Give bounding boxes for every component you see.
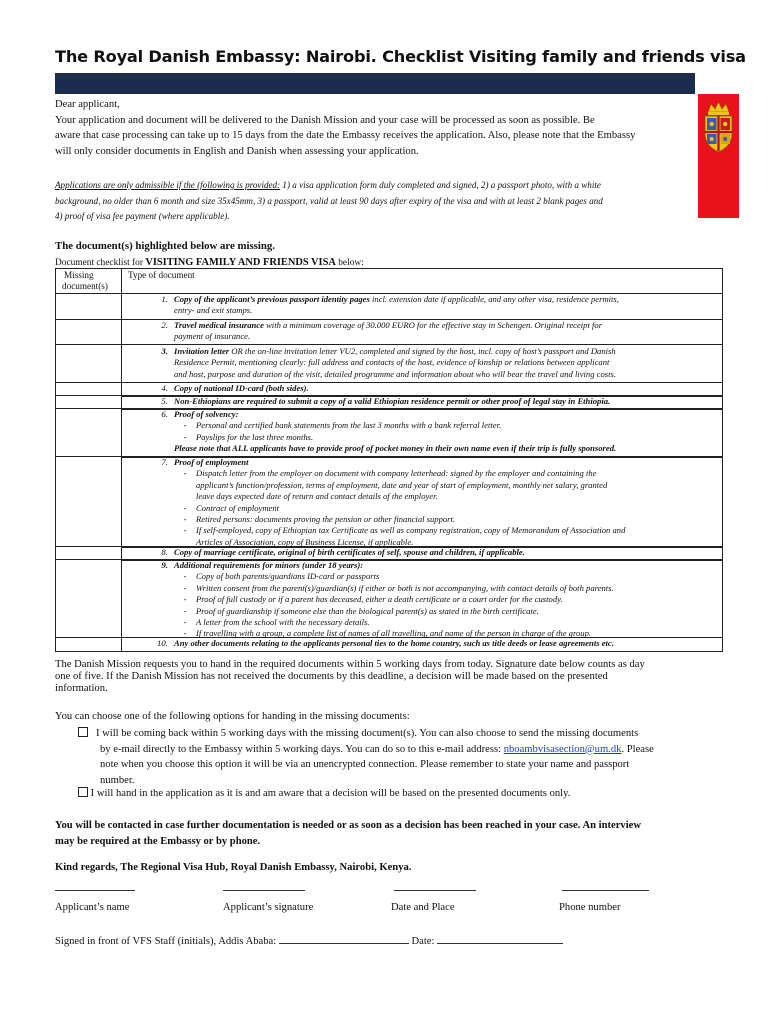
table-row: Copy of the applicant’s previous passport identity pages incl. extension date if applicable, and any other visa, residence permits, entry- and exit stamps. — [174, 294, 619, 316]
signature-line — [562, 890, 649, 891]
table-row: Proof of employment - Dispatch letter from the employer on document with company letterhead: signed by the employer and containing the applicant’s function/profession, terms of employment, date and year of start of employment, monthly net salary, granted leave days expected date of return and contact details of the employer. - Contract of employment - Retired persons: documents proving the pension or other financial support. - If self-employed, copy of Ethiopian tax Certificate as well as company registration, copy of Memorandum of Association and Articles of Association, copy of Business License, if applicable. — [174, 457, 626, 547]
header-missing: Missing — [64, 270, 94, 280]
conditions-text: 4) proof of visa fee payment (where applicable). — [55, 211, 230, 221]
intro-line: Your application and document will be delivered to the Danish Mission and your case will be processed as soon as possible. Be — [55, 114, 595, 126]
missing-heading: The document(s) highlighted below are missing. — [55, 240, 275, 252]
phone-number-label: Phone number — [559, 902, 621, 913]
conditions-text: 1) a visa application form duly completed and signed, 2) a passport photo, with a white — [280, 180, 601, 190]
row-number: 8. — [161, 547, 168, 557]
row-number: 7. — [161, 457, 168, 467]
option-return-within-5-days: I will be coming back within 5 working days with the missing document(s). You can also choose to send the missing documents by e-mail directly to the Embassy within 5 working days. You can do so to this e-mail address: nboambvisasection@um.dk. Please note when you choose this option it will be via an unencrypted connection. Please remember to state your name and passport number. — [78, 726, 718, 788]
applicant-signature-label: Applicant’s signature — [223, 902, 314, 913]
regards: Kind regards, The Regional Visa Hub, Royal Danish Embassy, Nairobi, Kenya. — [55, 862, 412, 873]
signature-line — [394, 890, 476, 891]
checklist-label: Document checklist for VISITING FAMILY AND FRIENDS VISA below: — [55, 257, 364, 268]
row-number: 6. — [161, 409, 168, 419]
document-title: The Royal Danish Embassy: Nairobi. Checklist Visiting family and friends visa — [55, 47, 746, 66]
table-row: Copy of national ID-card (both sides). — [174, 383, 309, 393]
header-missing: document(s) — [62, 281, 108, 291]
deadline-paragraph: The Danish Mission requests you to hand in the required documents within 5 working days from today. Signature date below counts as day one of five. If the Danish Mission has not received the documents by this deadline, a decision will be made based on the presented information. — [55, 659, 645, 694]
signature-line — [55, 890, 135, 891]
row-number: 5. — [161, 396, 168, 406]
checkbox-option-1[interactable] — [78, 727, 88, 737]
intro-line: aware that case processing can take up to 15 days from the date the Embassy receives the application. Also, please note that the Embassy — [55, 130, 636, 142]
conditions-text: background, no older than 6 month and size 35x45mm, 3) a passport, valid at least 90 days after expiry of the visa and with at least 2 blank pages and — [55, 195, 603, 206]
contact-note: You will be contacted in case further documentation is needed or as soon as a decision has been reached in your case. An interview may be required at the Embassy or by phone. — [55, 820, 641, 847]
document-checklist-table — [55, 268, 723, 652]
greeting: Dear applicant, — [55, 99, 120, 110]
danish-royal-crest-icon — [698, 100, 739, 160]
table-row: Additional requirements for minors (under 18 years): - Copy of both parents/guardians ID-card or passports - Written consent from the parent(s)/guardian(s) if either or both is not accompanying, with contact details of both parents. - Proof of full custody or if a parent has deceased, either a death certificate or a court order for the custody. - Proof of guardianship if someone else than the biological parent(s) as stated in the birth certificate. - A letter from the school with the necessary details. - If travelling with a group, a complete list of names of all travelling, and name of the person in charge of the group. — [174, 560, 614, 639]
applicant-name-label: Applicant’s name — [55, 902, 130, 913]
checkbox-option-2[interactable] — [78, 787, 88, 797]
visa-type: VISITING FAMILY AND FRIENDS VISA — [145, 257, 336, 268]
header-type: Type of document — [128, 270, 195, 280]
table-row: Copy of marriage certificate, original of birth certificates of self, spouse and children, if applicable. — [174, 547, 525, 557]
table-row: Travel medical insurance with a minimum coverage of 30.000 EURO for the effective stay in Schengen. Original receipt for payment of insurance. — [174, 320, 603, 342]
row-number: 10. — [157, 638, 168, 648]
table-row: Proof of solvency: - Personal and certified bank statements from the last 3 months with a bank referral letter. - Payslips for the last three months. Please note that ALL applicants have to provide proof of pocket money in their own name even if their trip is fully sponsored. — [174, 409, 617, 454]
row-number: 9. — [161, 560, 168, 570]
row-number: 3. — [161, 346, 168, 356]
intro-paragraph — [55, 97, 700, 159]
table-row: Invitation letter OR the on-line invitation letter VU2, completed and signed by the host, incl. copy of host’s passport and Danish Residence Permit, mentioning clearly: full address and contacts of the host, evidence of kinship or relations between applicant and host, purpose and duration of the visit, detailed programme and information about who will bear the travel and living costs. — [174, 346, 617, 379]
vfs-date-field[interactable] — [437, 934, 563, 944]
title-bar — [55, 73, 695, 94]
intro-line: will only consider documents in English and Danish when assessing your application. — [55, 145, 419, 157]
table-row: Non-Ethiopians are required to submit a copy of a valid Ethiopian residence permit or other proof of legal stay in Ethiopia. — [174, 396, 611, 406]
crest-banner — [698, 94, 739, 218]
row-number: 1. — [161, 294, 168, 304]
embassy-email-link[interactable]: nboambvisasection@um.dk — [503, 743, 622, 755]
vfs-staff-line: Signed in front of VFS Staff (initials), Addis Ababa: Date: — [55, 934, 563, 947]
row-number: 2. — [161, 320, 168, 330]
admissibility-conditions — [55, 178, 695, 225]
table-row: Any other documents relating to the applicants personal ties to the home country, such as title deeds or lease agreements etc. — [174, 638, 614, 648]
conditions-lead: Applications are only admissible if the (following is provided: — [55, 180, 281, 190]
row-number: 4. — [161, 383, 168, 393]
options-intro: You can choose one of the following options for handing in the missing documents: — [55, 711, 410, 722]
date-place-label: Date and Place — [391, 902, 455, 913]
signature-line — [223, 890, 305, 891]
option-hand-in-as-is: I will hand in the application as it is and am aware that a decision will be based on the presented documents only. — [78, 786, 718, 802]
vfs-initials-field[interactable] — [279, 934, 409, 944]
